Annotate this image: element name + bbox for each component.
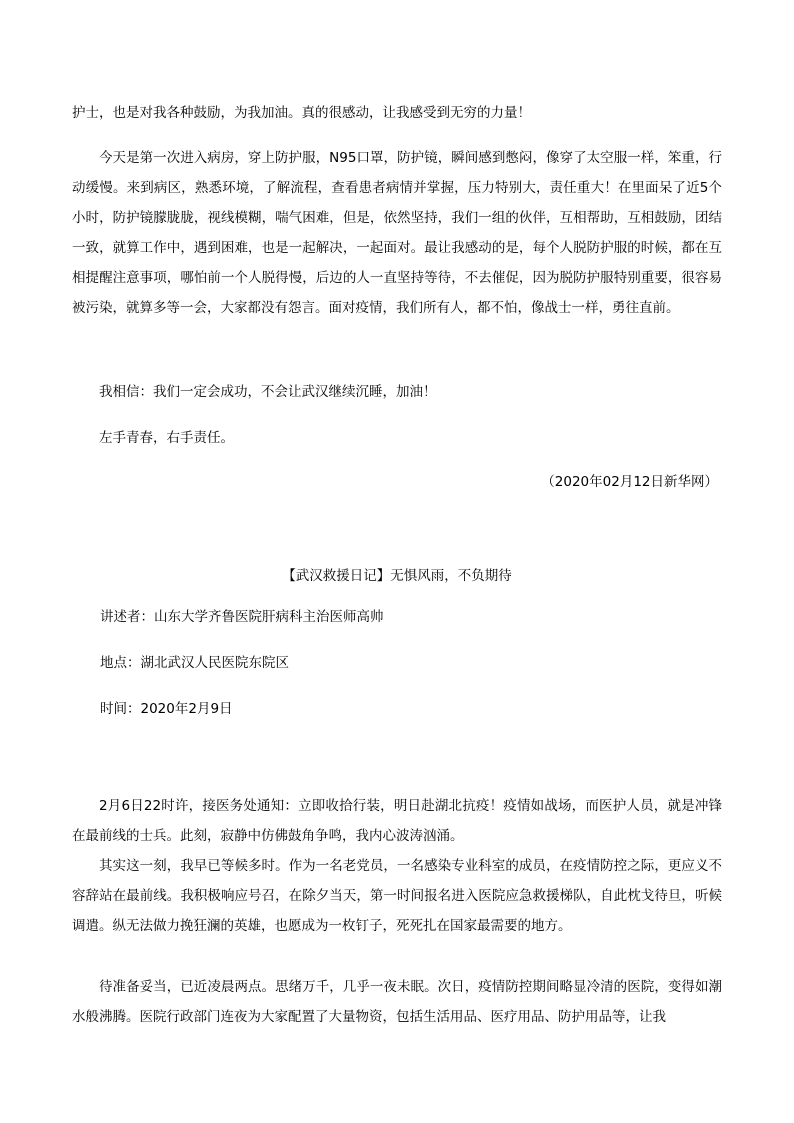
narrator-line: 讲述者：山东大学齐鲁医院肝病科主治医师高帅 xyxy=(100,609,384,625)
paragraph-continuation: 护士，也是对我各种鼓励，为我加油。真的很感动，让我感受到无穷的力量！ xyxy=(72,105,531,121)
paragraph-preparation: 待准备妥当，已近凌晨两点。思绪万千，几乎一夜未眠。次日，疫情防控期间略显冷清的医院，变得如潮水般沸腾。医院行政部门连夜为大家配置了大量物资，包括生活用品、医疗用品、防护用品等，让我 xyxy=(72,979,722,1025)
paragraph-volunteer: 其实这一刻，我早已等候多时。作为一名老党员，一名感染专业科室的成员，在疫情防控之际，更应义不容辞站在最前线。我积极响应号召，在除夕当天，第一时间报名进入医院应急救援梯队，自此枕戈待旦，听候调遣。纵无法做力挽狂澜的英雄，也愿成为一枚钉子，死死扎在国家最需要的地方。 xyxy=(72,858,722,934)
date-line: 时间：2020年2月9日 xyxy=(100,701,233,717)
paragraph-first-day-ward: 今天是第一次进入病房，穿上防护服，N95口罩，防护镜，瞬间感到憋闷，像穿了太空服一样，笨重，行动缓慢。来到病区，熟悉环境，了解流程，查看患者病情并掌握，压力特别大，责任重大！在里面呆了近5个小时，防护镜朦胧胧，视线模糊，喘气困难，但是，依然坚持，我们一组的伙伴，互相帮助，互相鼓励，团结一致，就算工作中，遇到困难，也是一起解决，一起面对。最让我感动的是，每个人脱防护服的时候，都在互相提醒注意事项，哪怕前一个人脱得慢，后边的人一直坚持等待，不去催促，因为脱防护服特别重要，很容易被污染，就算多等一会，大家都没有怨言。面对疫情，我们所有人，都不怕，像战士一样，勇往直前。 xyxy=(72,150,722,316)
paragraph-belief: 我相信：我们一定会成功，不会让武汉继续沉睡，加油！ xyxy=(99,384,437,400)
source-citation: （2020年02月12日新华网） xyxy=(541,474,718,490)
paragraph-youth-responsibility: 左手青春，右手责任。 xyxy=(99,430,234,446)
paragraph-notification: 2月6日22时许，接医务处通知：立即收拾行装，明日赴湖北抗疫！疫情如战场，而医护人员，就是冲锋在最前线的士兵。此刻，寂静中仿佛鼓角争鸣，我内心波涛汹涌。 xyxy=(72,798,722,844)
article-title: 【武汉救援日记】无惧风雨，不负期待 xyxy=(282,568,512,584)
location-line: 地点：湖北武汉人民医院东院区 xyxy=(100,655,289,671)
